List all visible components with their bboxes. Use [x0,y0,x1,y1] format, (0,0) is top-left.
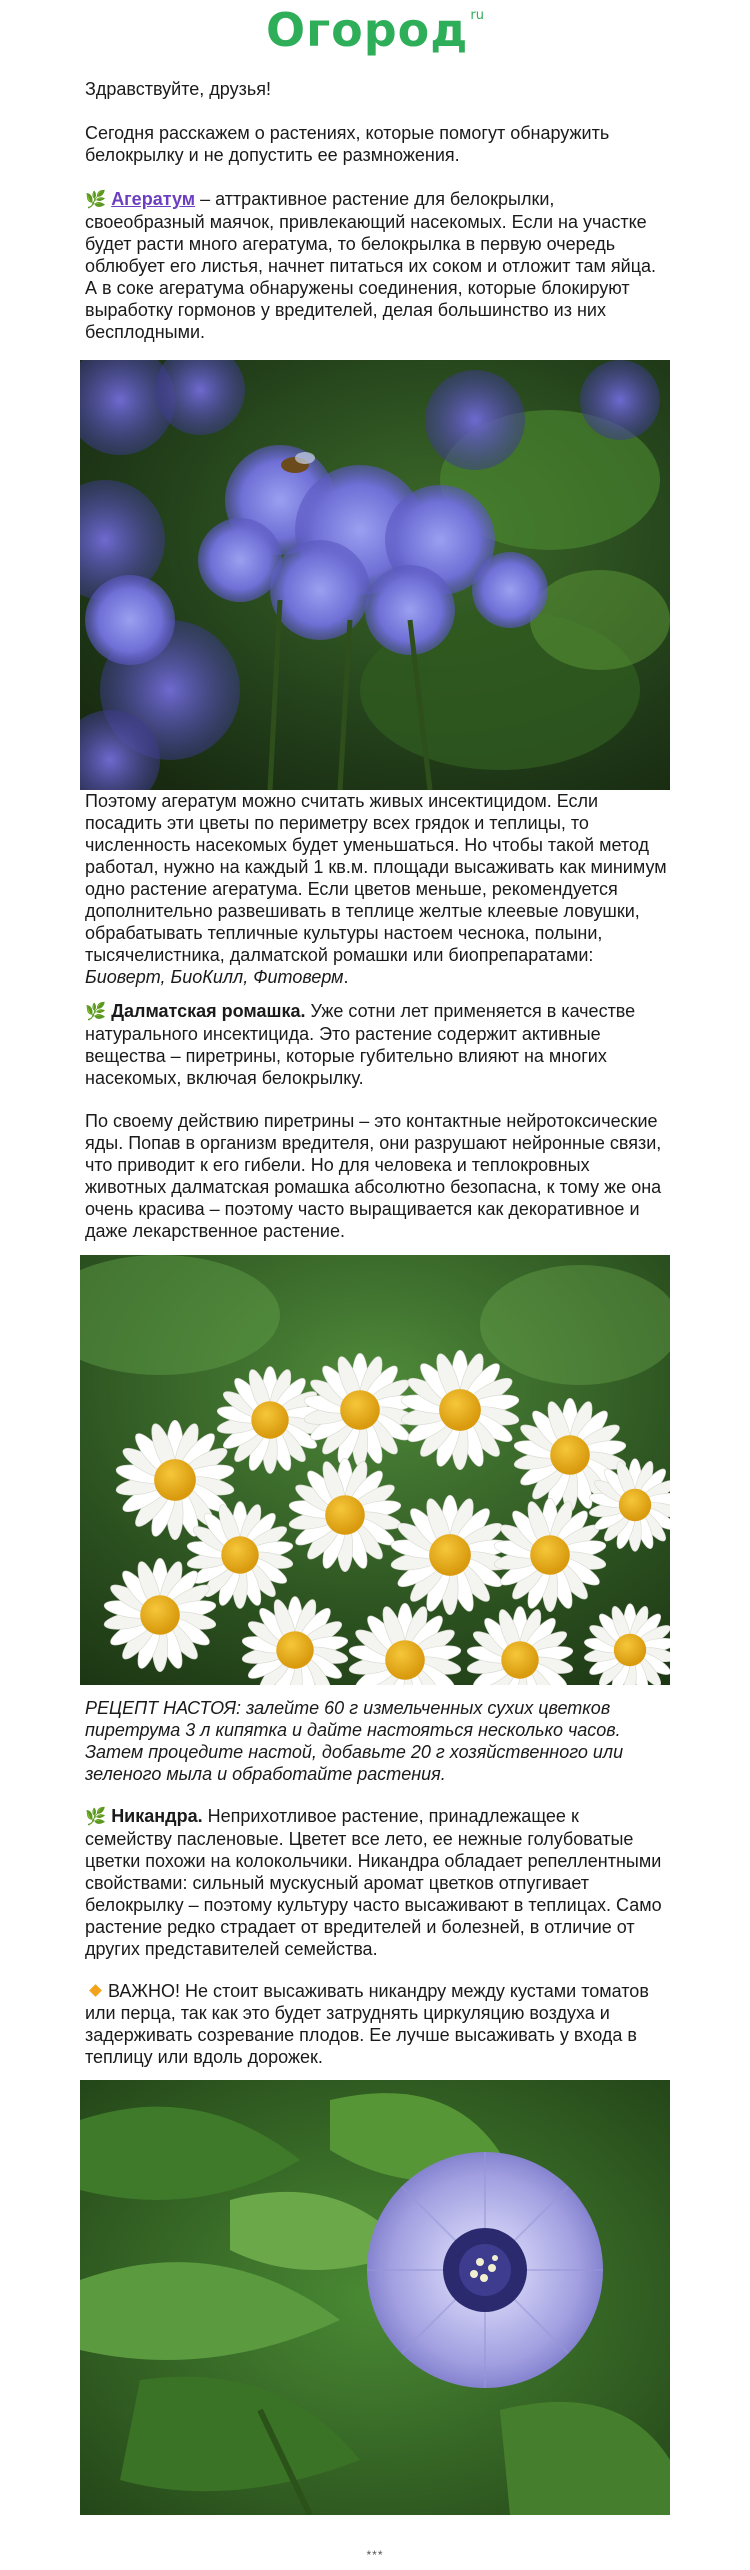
chamomile-paragraph [85,1000,670,1089]
logo-suffix: ru [470,8,484,23]
recipe-text: РЕЦЕПТ НАСТОЯ: залейте 60 г измельченных сухих цветков пиретрума 3 л кипятка и дайте настояться несколько часов. Затем процедите настой, добавьте 20 г хозяйственного или зеленого мыла и обработайте растения. [85,1698,624,1784]
ageratum-paragraph [85,188,670,343]
leaf-icon: 🌿 [85,190,107,209]
nicandra-photo [80,2080,670,2515]
nicandra-text: Неприхотливое растение, принадлежащее к семейству пасленовые. Цветет все лето, ее нежные голубоватые цветки похожи на колокольчики. Никандра обладает репеллентными свойствами: сильный мускусный аромат цветков отпугивает белокрылку – поэтому культуру часто высаживают в теплицах. Само растение редко страдает от вредителей и болезней, в отличие от других представителей семейства. [85,1806,662,1959]
leaf-icon: 🌿 [85,1807,107,1826]
ageratum-text: – аттрактивное растение для белокрылки, своеобразный маячок, привлекающий насекомых. Если на участке будет расти много агератума, то белокрылка в первую очередь облюбует его листья, начнет питаться их соком и отложит там яйца. А в соке агератума обнаружены соединения, которые блокируют выработку гормонов у вредителей, делая большинство из них бесплодными. [85,189,657,342]
recipe [85,1697,670,1785]
warning-paragraph [85,1980,670,2068]
ageratum-after-paragraph [85,790,670,988]
ageratum-products: Биоверт, БиоКилл, Фитоверм [85,967,344,987]
warning-text: ВАЖНО! Не стоит высаживать никандру между кустами томатов или перца, так как это будет затруднять циркуляцию воздуха и задерживать созревание плодов. Ее лучше высаживать у входа в теплицу или вдоль дорожек. [85,1981,649,2067]
chamomile-photo [80,1255,670,1685]
chamomile-paragraph-2: По своему действию пиретрины – это контактные нейротоксические яды. Попав в организм вредителя, они разрушают нейронные связи, что приводит к его гибели. Но для человека и теплокровных животных далматская ромашка абсолютно безопасна, к тому же она очень красива – поэтому часто выращивается как декоративное и даже лекарственное растение. [85,1111,662,1241]
ageratum-link[interactable]: Агератум [111,189,196,209]
ageratum-after-text: Поэтому агератум можно считать живых инсектицидом. Если посадить эти цветы по периметру всех грядок и теплицы, то численность насекомых будет уменьшаться. Но чтобы такой метод работал, нужно на каждый 1 кв.м. площади высаживать как минимум одно растение агератума. Если цветов меньше, рекомендуется дополнительно развешивать в теплице желтые клеевые ловушки, обрабатывать тепличные культуры настоем чеснока, полыни, тысячелистника, далматской ромашки или биопрепаратами: [85,791,667,965]
warning-diamond-icon [89,1984,102,1997]
greeting: Здравствуйте, друзья! [85,79,271,99]
chamomile-title: Далматская ромашка. [111,1001,306,1021]
chamomile-text: Уже сотни лет применяется в качестве натурального инсектицида. Это растение содержит активные вещества – пиретрины, которые губительно влияют на многих насекомых, включая белокрылку. [85,1001,636,1088]
logo-text: Огород [265,3,469,57]
nicandra-paragraph [85,1805,670,1960]
intro-text: Сегодня расскажем о растениях, которые помогут обнаружить белокрылку и не допустить ее размножения. [85,123,610,165]
footer-separator: *** [366,2548,384,2562]
nicandra-title: Никандра. [111,1806,203,1826]
ageratum-photo [80,360,670,790]
ageratum-after-end: . [343,967,349,987]
site-logo[interactable] [0,2,750,58]
leaf-icon: 🌿 [85,1002,107,1021]
